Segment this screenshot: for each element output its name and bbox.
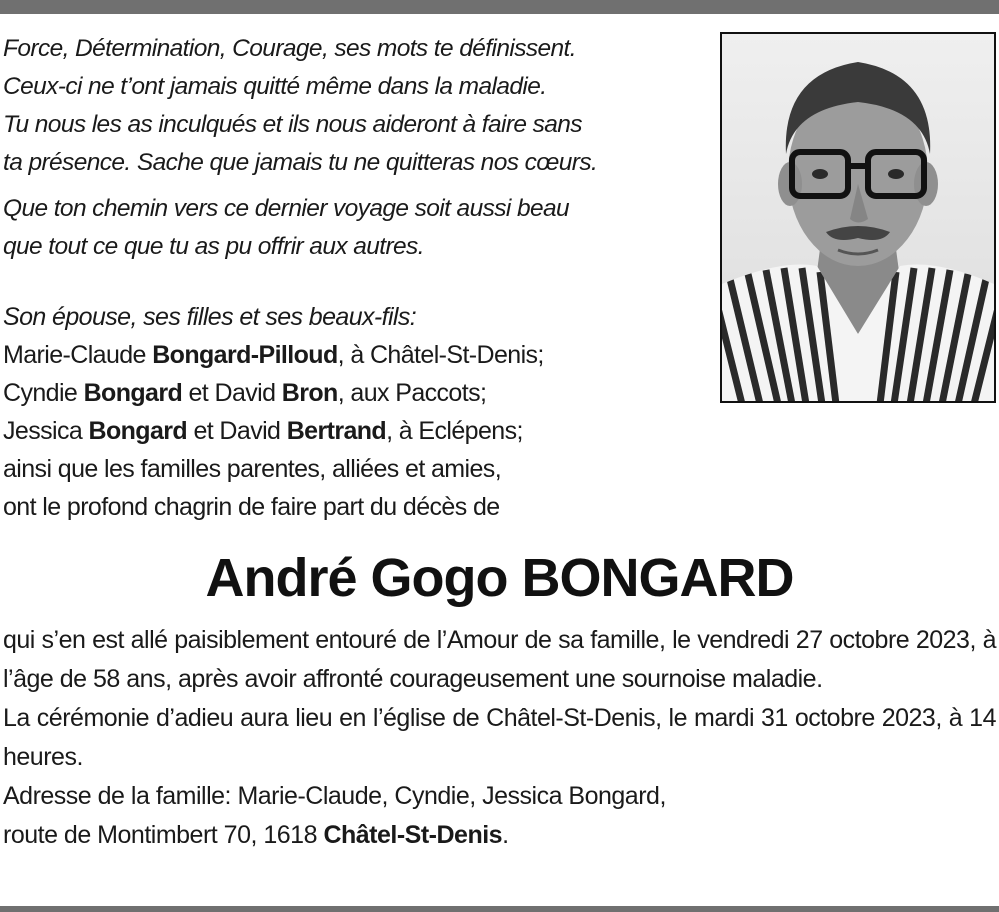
family-firstname: Cyndie: [3, 379, 84, 407]
family-firstname: Jessica: [3, 417, 89, 445]
address-line: [3, 816, 996, 855]
family-surname: Bertrand: [286, 417, 387, 445]
top-rule: [0, 0, 999, 14]
family-firstname: Marie-Claude: [3, 341, 153, 369]
family-line: [3, 374, 703, 412]
portrait-photo: [720, 32, 996, 403]
family-line: ont le profond chagrin de faire part du décès de: [3, 493, 500, 521]
poem-line: Tu nous les as inculqués et ils nous aideront à faire sans: [3, 111, 582, 138]
family-line: [3, 336, 703, 374]
address-line: Adresse de la famille: Marie-Claude, Cyndie, Jessica Bongard,: [3, 782, 666, 810]
poem: [3, 30, 703, 266]
family-line: ainsi que les familles parentes, alliées et amies,: [3, 455, 502, 483]
family-surname: Bongard-Pilloud: [152, 341, 338, 369]
deceased-name: André Gogo BONGARD: [205, 548, 794, 608]
family-location: , à Châtel-St-Denis;: [337, 341, 544, 369]
family-connector: et David: [182, 379, 282, 407]
family-line: [3, 412, 703, 450]
family-intro: Son épouse, ses filles et ses beaux-fils:: [3, 303, 417, 331]
family-connector: et David: [187, 417, 287, 445]
poem-line: que tout ce que tu as pu offrir aux autres.: [3, 233, 424, 260]
family-location: , à Eclépens;: [386, 417, 523, 445]
poem-line: Ceux-ci ne t’ont jamais quitté même dans la maladie.: [3, 73, 547, 100]
ceremony-paragraph: La cérémonie d’adieu aura lieu en l’église de Châtel-St-Denis, le mardi 31 octobre 2023, à 14 heures.: [3, 704, 996, 771]
poem-line: ta présence. Sache que jamais tu ne quitteras nos cœurs.: [3, 149, 598, 176]
family-surname: Bongard: [83, 379, 183, 407]
address-city: Châtel-St-Denis: [323, 821, 503, 849]
family-location: , aux Paccots;: [337, 379, 487, 407]
announcement: [3, 621, 996, 855]
address-end: .: [502, 821, 509, 849]
announcement-paragraph: qui s’en est allé paisiblement entouré de l’Amour de sa famille, le vendredi 27 octobre 2023, à l’âge de 58 ans, après avoir affronté courageusement une sournoise maladie.: [3, 626, 996, 693]
address-street: route de Montimbert 70, 1618: [3, 821, 324, 849]
family-surname: Bongard: [88, 417, 188, 445]
family-surname: Bron: [281, 379, 338, 407]
family-section: [3, 298, 703, 526]
poem-line: Force, Détermination, Courage, ses mots te définissent.: [3, 35, 576, 62]
poem-line: Que ton chemin vers ce dernier voyage soit aussi beau: [3, 195, 570, 222]
bottom-rule: [0, 906, 999, 912]
